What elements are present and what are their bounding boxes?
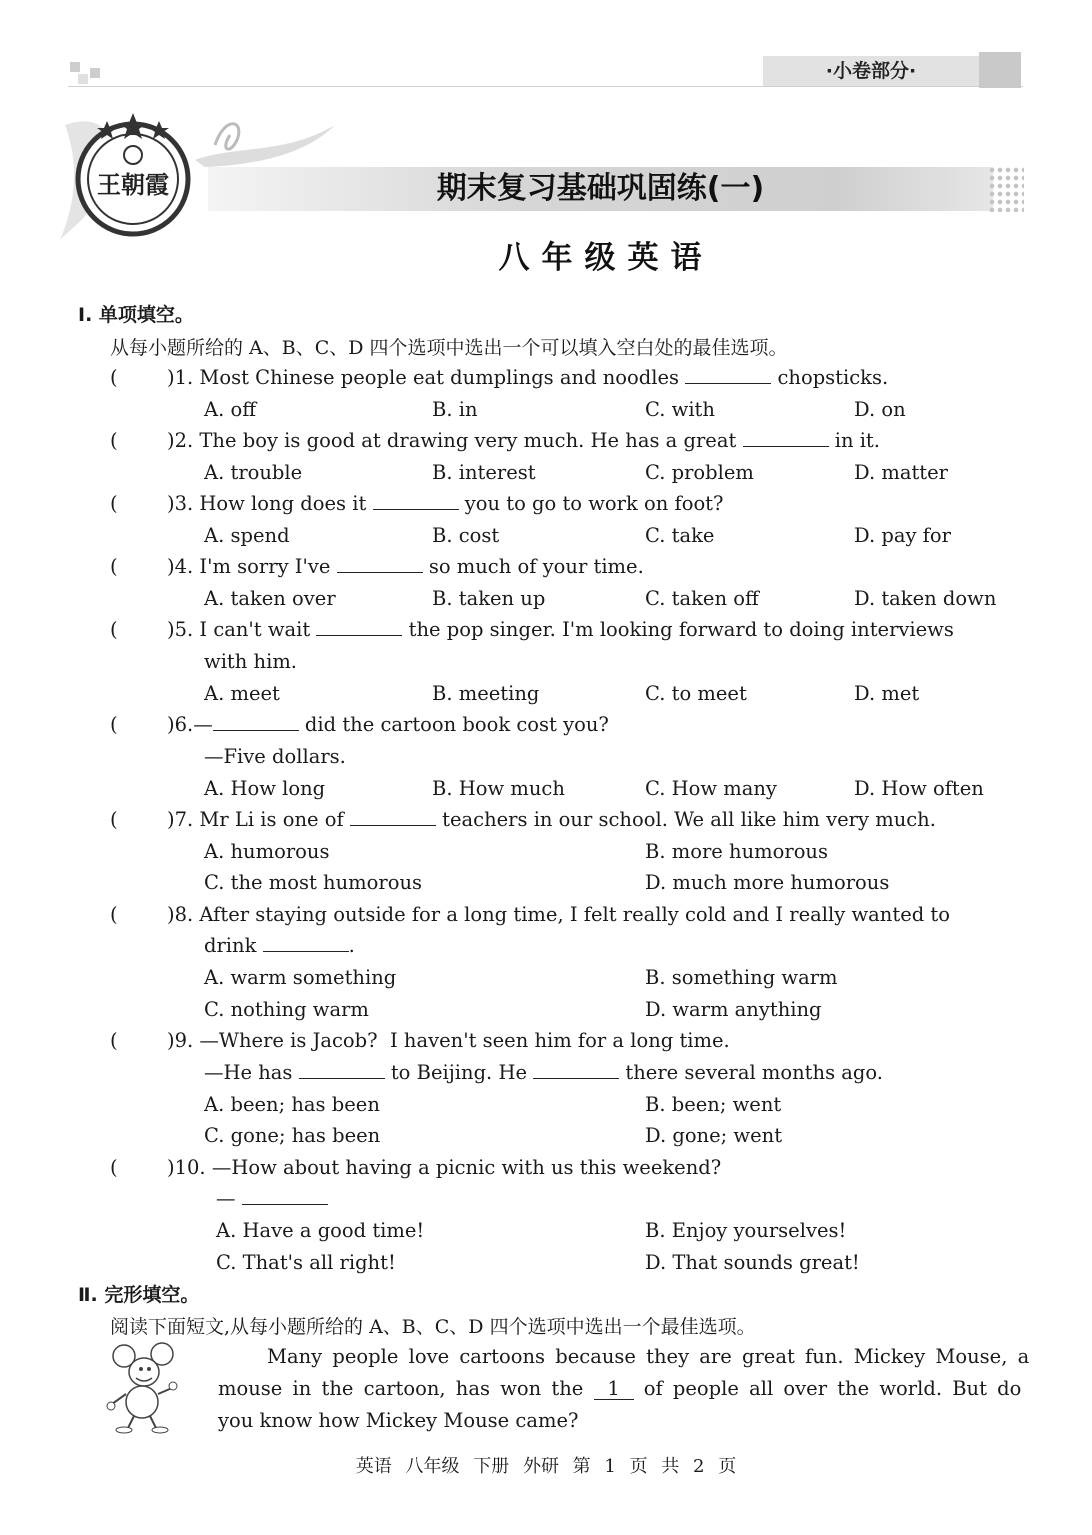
question-5 bbox=[167, 618, 954, 641]
question-text: chopsticks. bbox=[777, 366, 889, 389]
question-text: you to go to work on foot? bbox=[464, 492, 724, 515]
option-c: C. gone; has been bbox=[204, 1124, 381, 1147]
section1-instruction: 从每小题所给的 A、B、C、D 四个选项中选出一个可以填入空白处的最佳选项。 bbox=[110, 337, 788, 359]
option-d: D. How often bbox=[854, 777, 984, 800]
page-footer: 英语 八年级 下册 外研 第 1 页 共 2 页 bbox=[355, 1456, 737, 1477]
question-10-line2 bbox=[216, 1187, 328, 1210]
passage-text: of people all over the world. But do bbox=[643, 1377, 1022, 1400]
question-number: )6. bbox=[167, 713, 194, 736]
answer-paren: ( bbox=[110, 492, 118, 515]
question-number: )9. bbox=[167, 1029, 194, 1052]
question-text: Most Chinese people eat dumplings and noodles bbox=[199, 366, 680, 389]
option-d: D. on bbox=[854, 398, 906, 421]
question-3 bbox=[167, 492, 723, 515]
answer-blank bbox=[213, 714, 299, 731]
question-text: I can't wait bbox=[199, 618, 311, 641]
option-c: C. to meet bbox=[645, 682, 747, 705]
question-text: there several months ago. bbox=[625, 1061, 883, 1084]
question-text: How long does it bbox=[199, 492, 367, 515]
answer-paren: ( bbox=[110, 808, 118, 831]
answer-blank bbox=[373, 493, 459, 510]
answer-paren: ( bbox=[110, 713, 118, 736]
section1-heading: Ⅰ. 单项填空。 bbox=[78, 304, 194, 326]
header-deco-square bbox=[70, 62, 80, 72]
answer-blank bbox=[337, 556, 423, 573]
header-deco-square bbox=[90, 68, 100, 78]
option-b: B. something warm bbox=[645, 966, 838, 989]
answer-paren: ( bbox=[110, 1156, 118, 1179]
header-rule bbox=[68, 86, 1023, 87]
question-text: —He has bbox=[204, 1061, 293, 1084]
option-b: B. How much bbox=[432, 777, 565, 800]
option-c: C. taken off bbox=[645, 587, 759, 610]
question-text: drink bbox=[204, 934, 257, 957]
question-number: )7. bbox=[167, 808, 194, 831]
option-a: A. taken over bbox=[204, 587, 336, 610]
option-a: A. spend bbox=[204, 524, 290, 547]
question-1 bbox=[167, 366, 888, 389]
option-a: A. warm something bbox=[204, 966, 397, 989]
question-text: —Where is Jacob? I haven't seen him for a long time. bbox=[199, 1029, 730, 1052]
option-b: B. been; went bbox=[645, 1093, 782, 1116]
question-text: I'm sorry I've bbox=[199, 555, 331, 578]
option-c: C. That's all right! bbox=[216, 1251, 396, 1274]
passage-line-3: you know how Mickey Mouse came? bbox=[218, 1409, 579, 1432]
option-d: D. That sounds great! bbox=[645, 1251, 860, 1274]
option-d: D. taken down bbox=[854, 587, 997, 610]
answer-paren: ( bbox=[110, 618, 118, 641]
question-text: to Beijing. He bbox=[390, 1061, 527, 1084]
question-text: The boy is good at drawing very much. He has a great bbox=[199, 429, 737, 452]
question-8-line2 bbox=[204, 934, 355, 957]
section2-heading: Ⅱ. 完形填空。 bbox=[78, 1284, 200, 1306]
question-text: the pop singer. I'm looking forward to doing interviews bbox=[408, 618, 954, 641]
question-6 bbox=[167, 713, 609, 736]
answer-blank bbox=[263, 935, 349, 952]
cloze-blank-1: 1 bbox=[594, 1379, 634, 1400]
question-2 bbox=[167, 429, 880, 452]
question-4 bbox=[167, 555, 644, 578]
option-c: C. the most humorous bbox=[204, 871, 423, 894]
question-number: )1. bbox=[167, 366, 194, 389]
option-b: B. more humorous bbox=[645, 840, 828, 863]
question-number: )2. bbox=[167, 429, 194, 452]
option-d: D. met bbox=[854, 682, 920, 705]
page-title: 期末复习基础巩固练(一) bbox=[436, 171, 765, 206]
question-5-line2: with him. bbox=[204, 650, 298, 673]
answer-blank bbox=[242, 1188, 328, 1205]
option-c: C. with bbox=[645, 398, 715, 421]
header-deco-square bbox=[78, 74, 88, 84]
option-b: B. taken up bbox=[432, 587, 546, 610]
option-a: A. meet bbox=[204, 682, 280, 705]
question-number: )10. bbox=[167, 1156, 206, 1179]
answer-blank bbox=[350, 809, 436, 826]
section-tag: ·小卷部分· bbox=[763, 56, 979, 86]
logo-text: 王朝霞 bbox=[97, 170, 169, 199]
question-text: teachers in our school. We all like him very much. bbox=[442, 808, 936, 831]
option-b: B. interest bbox=[432, 461, 536, 484]
option-d: D. matter bbox=[854, 461, 948, 484]
answer-blank bbox=[316, 619, 402, 636]
passage-line-1: Many people love cartoons because they are great fun. Mickey Mouse, a bbox=[267, 1345, 1030, 1368]
question-text: — bbox=[193, 713, 213, 736]
option-c: C. take bbox=[645, 524, 715, 547]
answer-blank bbox=[743, 430, 829, 447]
question-number: )8. bbox=[167, 903, 194, 926]
answer-paren: ( bbox=[110, 903, 118, 926]
question-7 bbox=[167, 808, 936, 831]
option-a: A. Have a good time! bbox=[216, 1219, 425, 1242]
answer-paren: ( bbox=[110, 429, 118, 452]
mickey-mouse-image bbox=[106, 1342, 180, 1434]
title-banner-dots bbox=[988, 166, 1024, 212]
option-a: A. been; has been bbox=[204, 1093, 380, 1116]
question-number: )3. bbox=[167, 492, 194, 515]
option-c: C. nothing warm bbox=[204, 998, 369, 1021]
question-text: so much of your time. bbox=[428, 555, 644, 578]
question-9 bbox=[167, 1029, 730, 1052]
option-a: A. trouble bbox=[204, 461, 303, 484]
answer-blank bbox=[685, 367, 771, 384]
option-b: B. meeting bbox=[432, 682, 540, 705]
option-a: A. humorous bbox=[204, 840, 330, 863]
question-number: )5. bbox=[167, 618, 194, 641]
question-text: in it. bbox=[834, 429, 880, 452]
option-a: A. off bbox=[204, 398, 257, 421]
question-9-line2 bbox=[204, 1061, 883, 1084]
answer-paren: ( bbox=[110, 555, 118, 578]
answer-paren: ( bbox=[110, 1029, 118, 1052]
question-text: — bbox=[216, 1187, 236, 1210]
question-text: . bbox=[348, 934, 355, 957]
answer-blank bbox=[299, 1062, 385, 1079]
option-c: C. How many bbox=[645, 777, 777, 800]
question-text: After staying outside for a long time, I felt really cold and I really wanted to bbox=[199, 903, 950, 926]
question-text: did the cartoon book cost you? bbox=[304, 713, 609, 736]
option-d: D. warm anything bbox=[645, 998, 822, 1021]
option-d: D. gone; went bbox=[645, 1124, 783, 1147]
passage-text: mouse in the cartoon, has won the bbox=[218, 1377, 584, 1400]
option-d: D. pay for bbox=[854, 524, 951, 547]
option-a: A. How long bbox=[204, 777, 326, 800]
option-c: C. problem bbox=[645, 461, 754, 484]
page-subtitle: 八年级英语 bbox=[498, 240, 714, 276]
question-text: Mr Li is one of bbox=[199, 808, 344, 831]
question-number: )4. bbox=[167, 555, 194, 578]
passage-line-2 bbox=[218, 1377, 1021, 1400]
answer-paren: ( bbox=[110, 366, 118, 389]
question-6-line2: —Five dollars. bbox=[204, 745, 346, 768]
option-b: B. in bbox=[432, 398, 478, 421]
option-b: B. cost bbox=[432, 524, 500, 547]
question-8 bbox=[167, 903, 950, 926]
option-d: D. much more humorous bbox=[645, 871, 890, 894]
section-tag-side bbox=[979, 52, 1021, 88]
question-10 bbox=[167, 1156, 721, 1179]
question-text: —How about having a picnic with us this weekend? bbox=[211, 1156, 722, 1179]
answer-blank bbox=[533, 1062, 619, 1079]
section2-instruction: 阅读下面短文,从每小题所给的 A、B、C、D 四个选项中选出一个最佳选项。 bbox=[110, 1316, 756, 1338]
option-b: B. Enjoy yourselves! bbox=[645, 1219, 847, 1242]
